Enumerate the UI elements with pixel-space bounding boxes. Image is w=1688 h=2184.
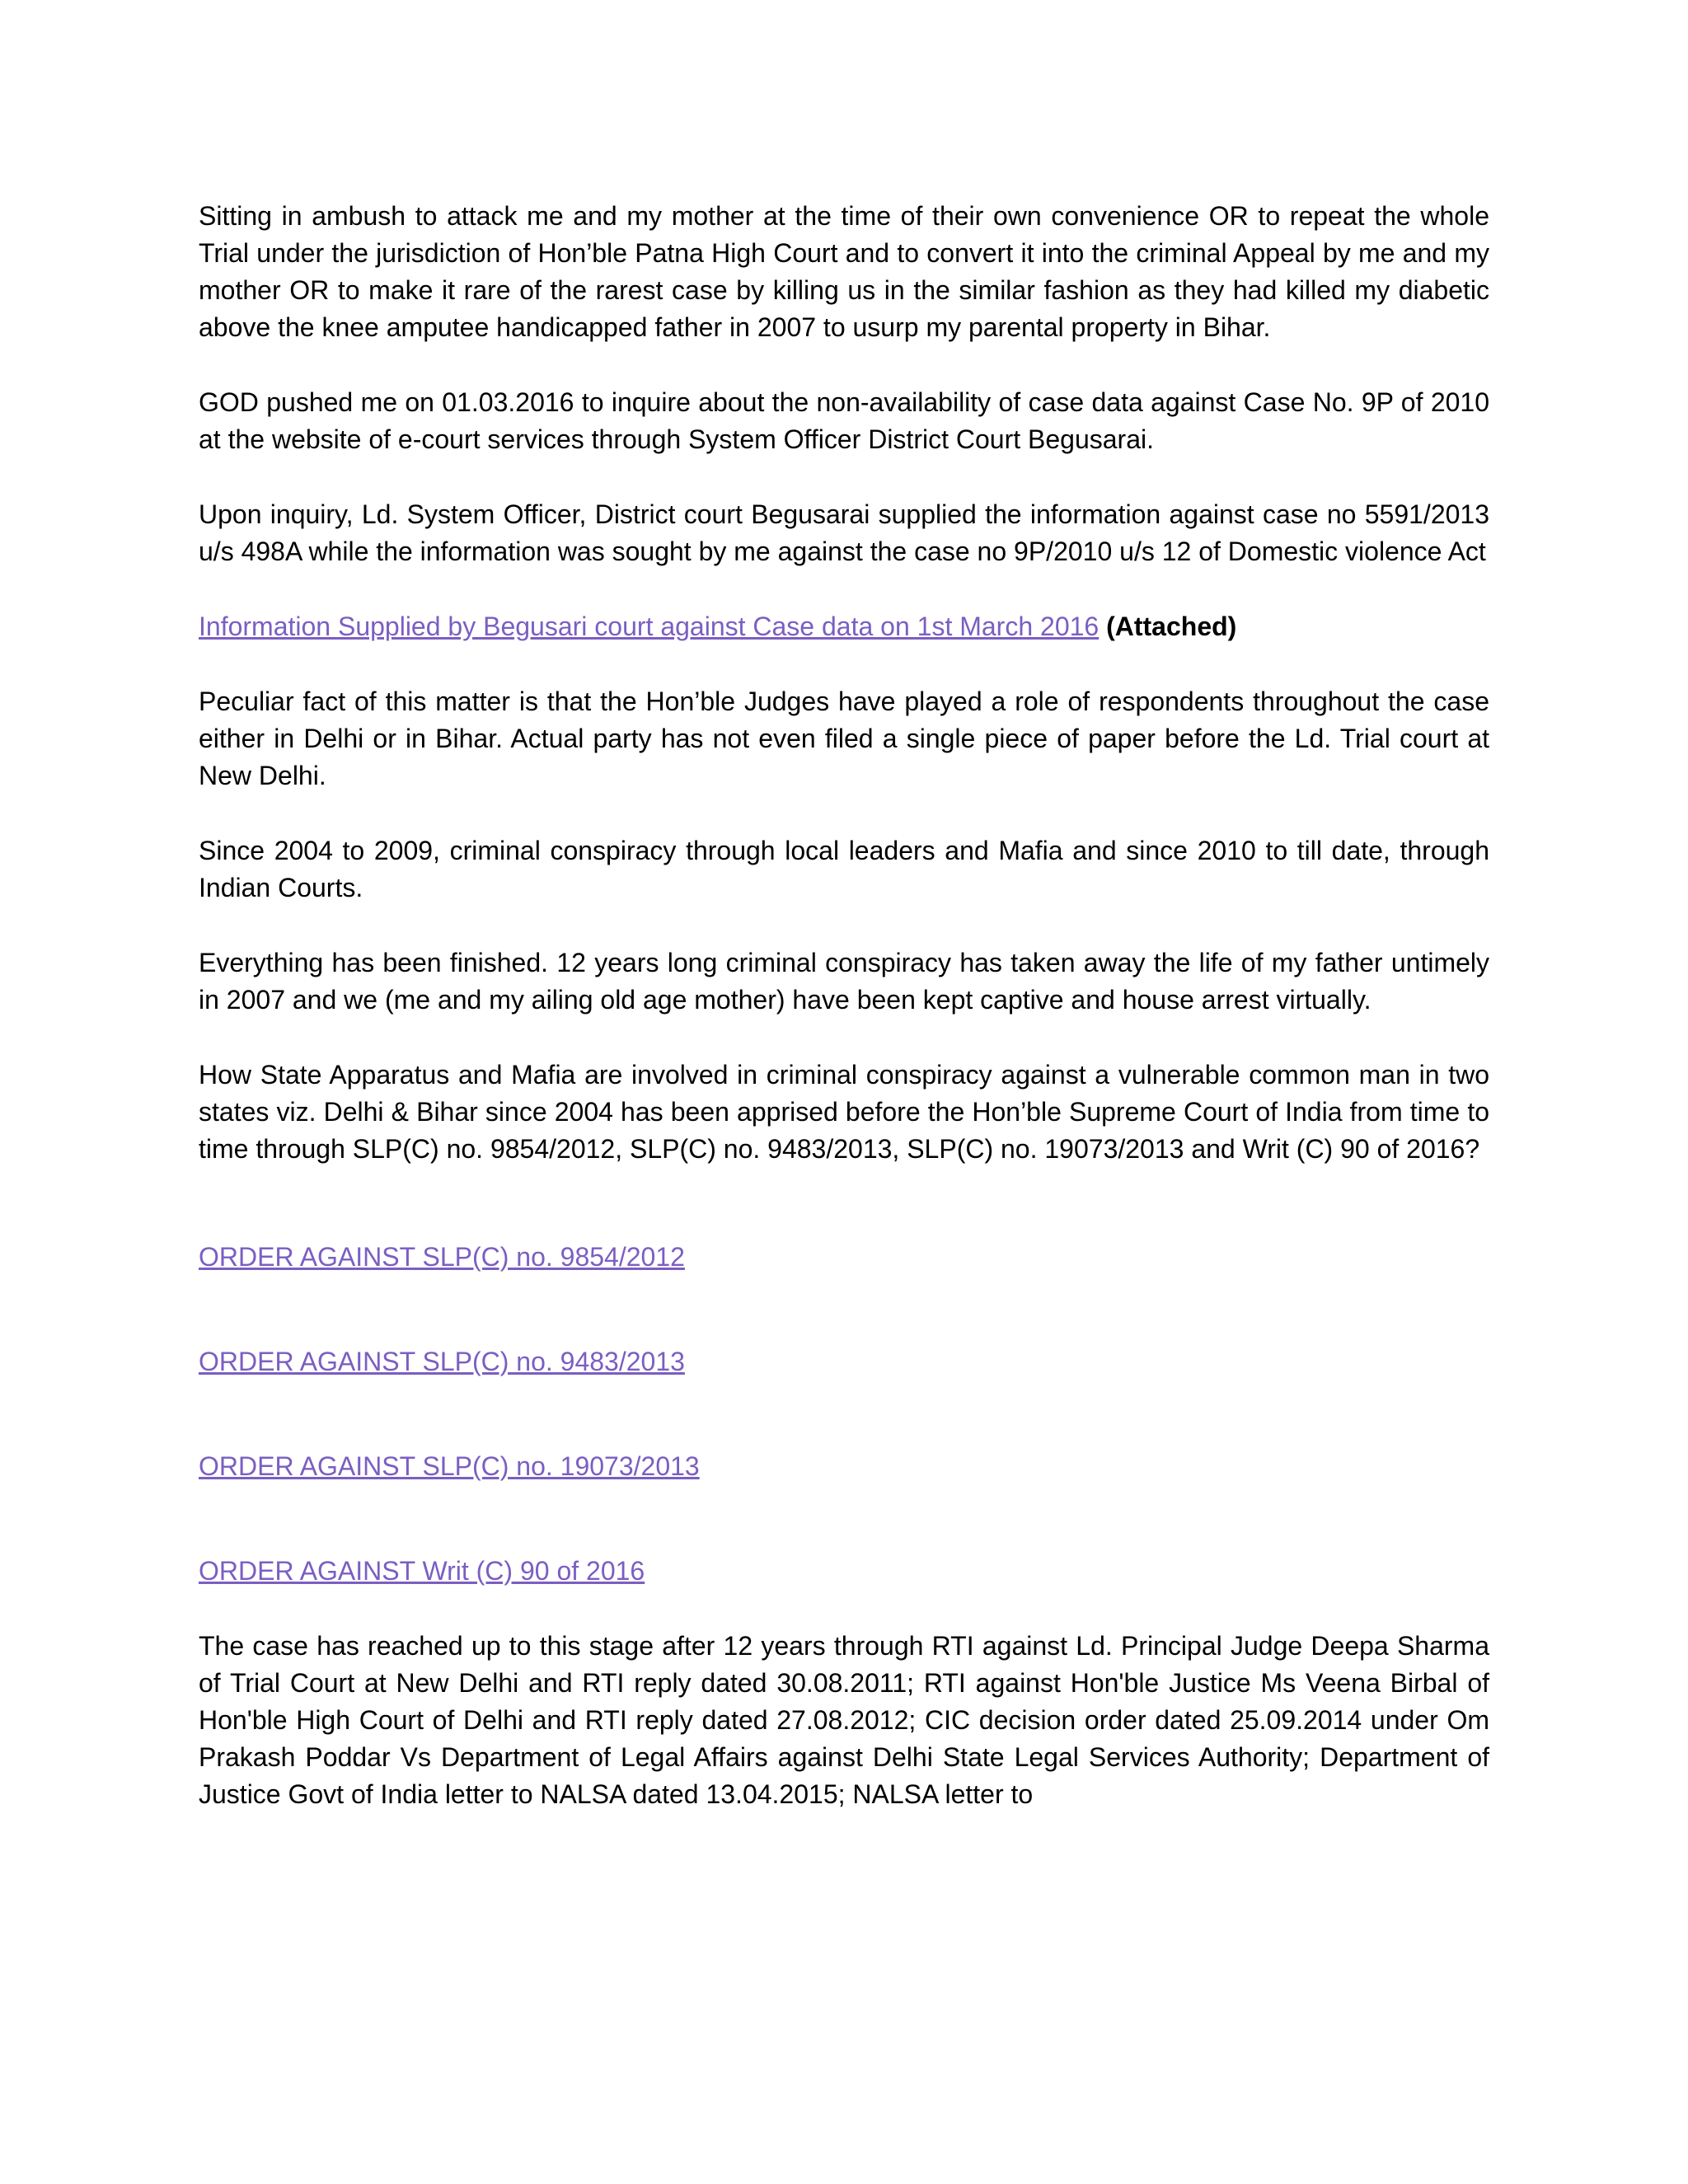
document-body xyxy=(199,198,1489,1851)
paragraph-state-apparatus: How State Apparatus and Mafia are involved in criminal conspiracy against a vulnerable common man in two states viz. Delhi & Bihar since 2004 has been apprised before the Hon’ble Supreme Court of India from time to time through SLP(C) no. 9854/2012, SLP(C) no. 9483/2013, SLP(C) no. 19073/2013 and Writ (C) 90 of 2016? xyxy=(199,1060,1489,1164)
paragraph-case-reached: The case has reached up to this stage after 12 years through RTI against Ld. Principal Judge Deepa Sharma of Trial Court at New Delhi and RTI reply dated 30.08.2011; RTI against Hon'ble Justice Ms Veena Birbal of Hon'ble High Court of Delhi and RTI reply dated 27.08.2012; CIC decision order dated 25.09.2014 under Om Prakash Poddar Vs Department of Legal Affairs against Delhi State Legal Services Authority; Department of Justice Govt of India letter to NALSA dated 13.04.2015; NALSA letter to xyxy=(199,1631,1489,1809)
order-link-slp-19073-2013[interactable]: ORDER AGAINST SLP(C) no. 19073/2013 xyxy=(199,1451,700,1481)
order-link-slp-9854-2012[interactable]: ORDER AGAINST SLP(C) no. 9854/2012 xyxy=(199,1242,685,1272)
order-links-list xyxy=(199,1239,1489,1590)
list-item xyxy=(199,1343,1489,1380)
order-link-writ-90-2016[interactable]: ORDER AGAINST Writ (C) 90 of 2016 xyxy=(199,1556,645,1586)
paragraph-peculiar-fact: Peculiar fact of this matter is that the Hon’ble Judges have played a role of respondents throughout the case either in Delhi or in Bihar. Actual party has not even filed a single piece of paper before the Ld. Trial court at New Delhi. xyxy=(199,687,1489,790)
paragraph-everything-finished: Everything has been finished. 12 years long criminal conspiracy has taken away the life of my father untimely in 2007 and we (me and my ailing old age mother) have been kept captive and house arrest virtually. xyxy=(199,948,1489,1015)
order-link-slp-9483-2013[interactable]: ORDER AGAINST SLP(C) no. 9483/2013 xyxy=(199,1347,685,1376)
list-item xyxy=(199,1553,1489,1590)
paragraph-since-2004: Since 2004 to 2009, criminal conspiracy through local leaders and Mafia and since 2010 to till date, through Indian Courts. xyxy=(199,836,1489,902)
info-link-line xyxy=(199,608,1489,645)
paragraph-upon-inquiry: Upon inquiry, Ld. System Officer, District court Begusarai supplied the information against case no 5591/2013 u/s 498A while the information was sought by me against the case no 9P/2010 u/s 12 of Domestic violence Act xyxy=(199,499,1489,566)
paragraph-ambush: Sitting in ambush to attack me and my mother at the time of their own convenience OR to repeat the whole Trial under the jurisdiction of Hon’ble Patna High Court and to convert it into the criminal Appeal by me and my mother OR to make it rare of the rarest case by killing us in the similar fashion as they had killed my diabetic above the knee amputee handicapped father in 2007 to usurp my parental property in Bihar. xyxy=(199,201,1489,342)
attached-label: (Attached) xyxy=(1106,612,1237,641)
list-item xyxy=(199,1448,1489,1485)
info-supplied-link[interactable]: Information Supplied by Begusari court against Case data on 1st March 2016 xyxy=(199,612,1100,641)
list-item xyxy=(199,1239,1489,1276)
paragraph-god-pushed: GOD pushed me on 01.03.2016 to inquire about the non-availability of case data against Case No. 9P of 2010 at the website of e-court services through System Officer District Court Begusarai. xyxy=(199,387,1489,454)
